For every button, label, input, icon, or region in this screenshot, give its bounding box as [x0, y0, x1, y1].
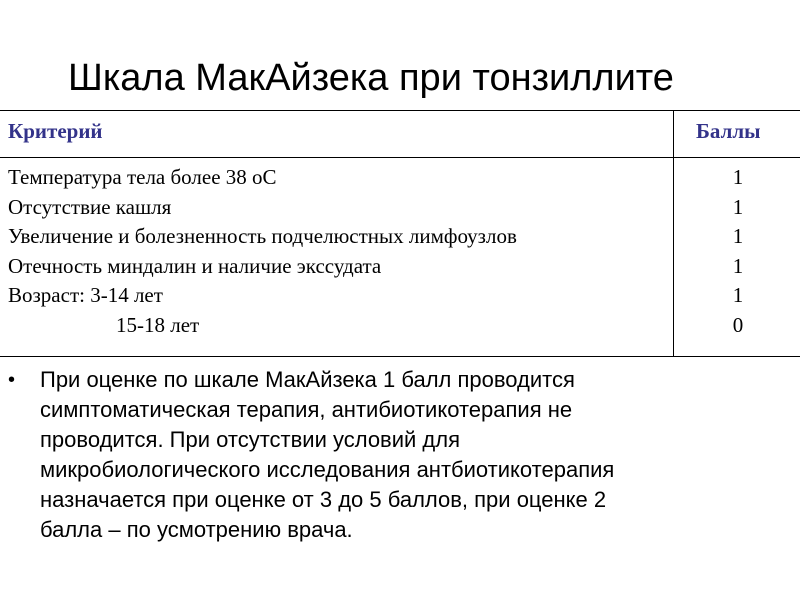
bullet-line: При оценке по шкале МакАйзека 1 балл проводится	[40, 367, 575, 392]
table-row-criterion: Возраст: 3-14 лет	[8, 283, 163, 308]
table-row-criterion: Отечность миндалин и наличие экссудата	[8, 253, 382, 278]
table-row-score: 1	[732, 253, 744, 278]
table-row-score: 1	[732, 165, 744, 189]
table-row-score: 1	[732, 283, 744, 308]
table-header-divider	[0, 157, 800, 158]
table-row-score: 0	[732, 313, 744, 337]
bullet-line: балла – по усмотрению врача.	[40, 517, 353, 542]
table-top-border	[0, 110, 800, 111]
bullet-line: микробиологического исследования антбиотикотерапия	[40, 457, 615, 482]
column-header-score: Баллы	[696, 119, 761, 143]
bullet-line: симптоматическая терапия, антибиотикотерапия не	[40, 397, 573, 422]
table-row-criterion: Увеличение и болезненность подчелюстных лимфоузлов	[8, 224, 517, 249]
bullet-marker: •	[8, 369, 16, 391]
table-row-criterion: Отсутствие кашля	[8, 194, 172, 219]
table-row-criterion: 15-18 лет	[116, 313, 200, 337]
page-title: Шкала МакАйзека при тонзиллите	[68, 57, 674, 99]
bullet-line: проводится. При отсутствии условий для	[40, 427, 461, 452]
table-column-divider	[673, 110, 674, 356]
table-bottom-border	[0, 356, 800, 357]
table-row-score: 1	[732, 194, 744, 219]
bullet-line: назначается при оценке от 3 до 5 баллов, при оценке 2	[40, 487, 607, 512]
table-row-score: 1	[732, 224, 744, 249]
table-row-criterion: Температура тела более 38 оС	[8, 165, 277, 189]
column-header-criterion: Критерий	[8, 119, 103, 143]
